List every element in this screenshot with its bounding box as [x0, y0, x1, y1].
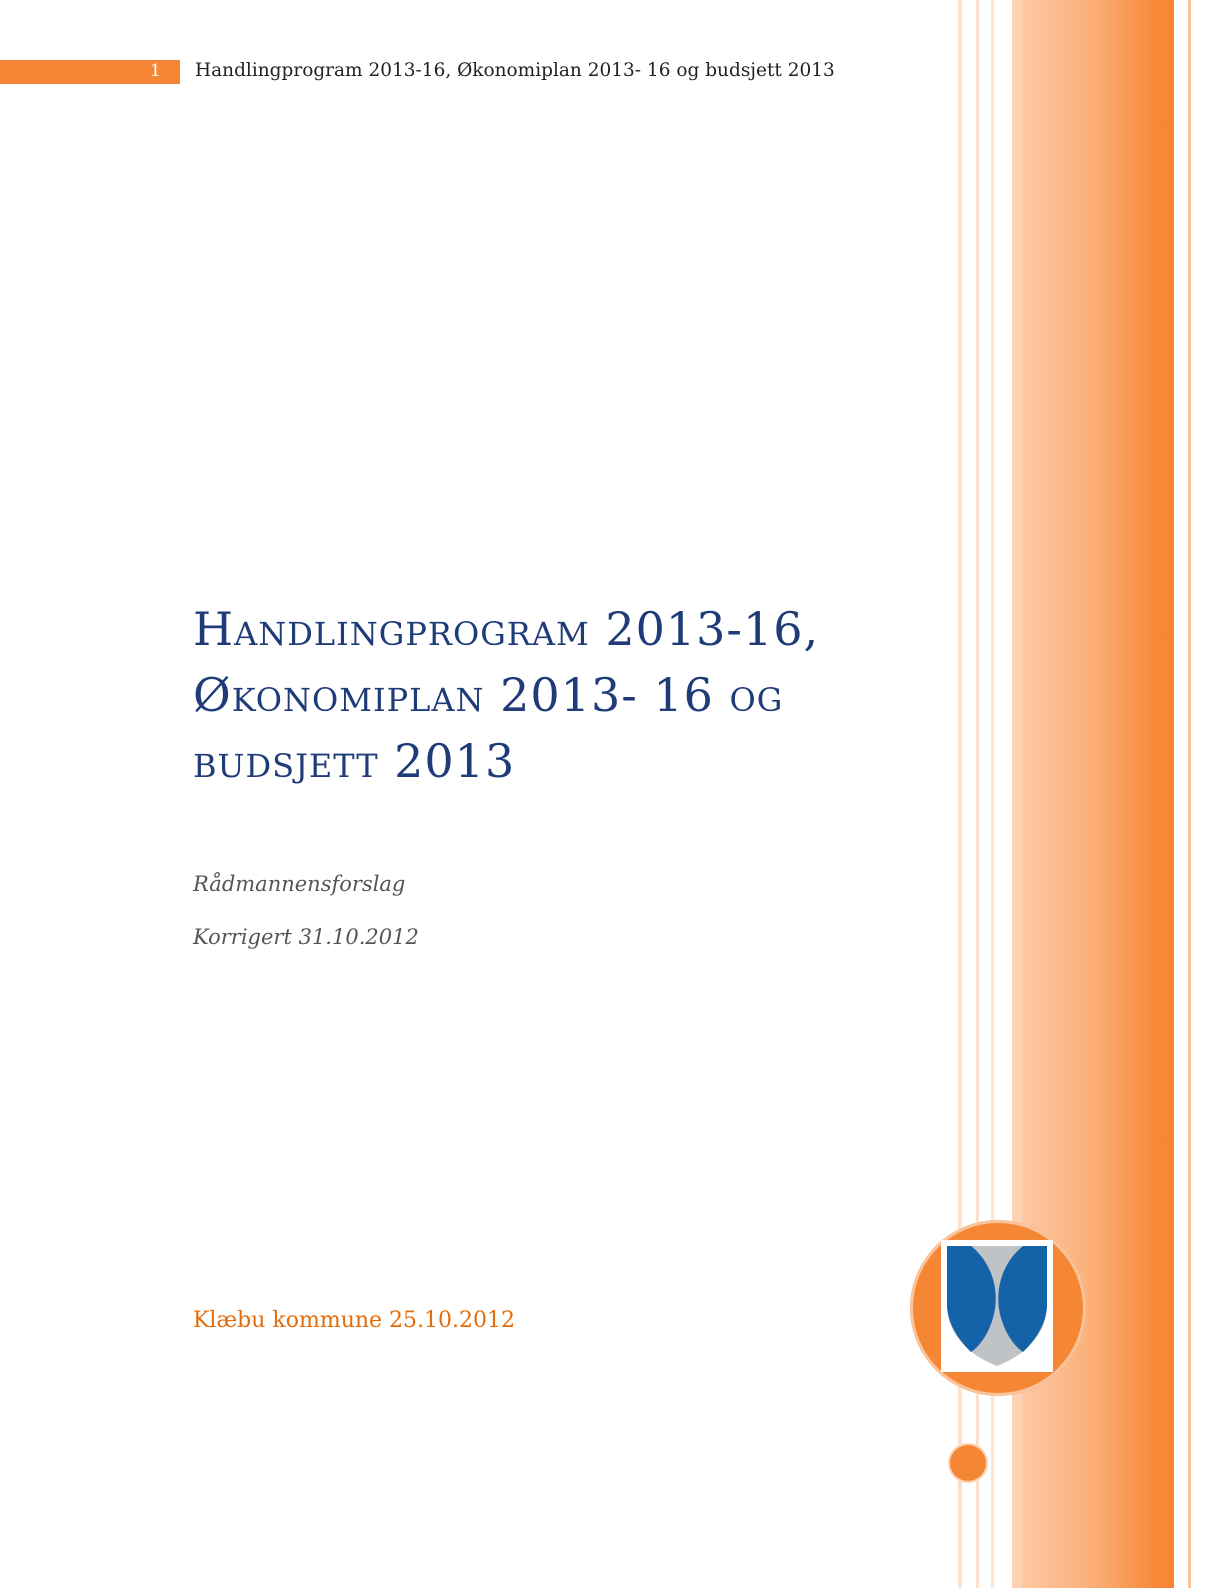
author-and-date: Klæbu kommune 25.10.2012 — [193, 1308, 516, 1333]
decorative-stripe — [1188, 0, 1191, 1588]
page-number: 1 — [150, 61, 161, 81]
document-title-line-1: Handlingprogram 2013-16, — [193, 602, 820, 656]
document-title-line-2: Økonomiplan 2013- 16 og — [193, 668, 784, 722]
document-title — [193, 596, 933, 794]
running-header-title: Handlingprogram 2013-16, Økonomiplan 2013- 16 og budsjett 2013 — [195, 60, 835, 81]
document-correction-date: Korrigert 31.10.2012 — [193, 925, 419, 949]
document-subtitle: Rådmannensforslag — [193, 872, 406, 896]
decorative-dot — [950, 1445, 986, 1481]
document-title-line-3: budsjett 2013 — [193, 734, 516, 788]
coat-of-arms-icon — [941, 1240, 1053, 1372]
